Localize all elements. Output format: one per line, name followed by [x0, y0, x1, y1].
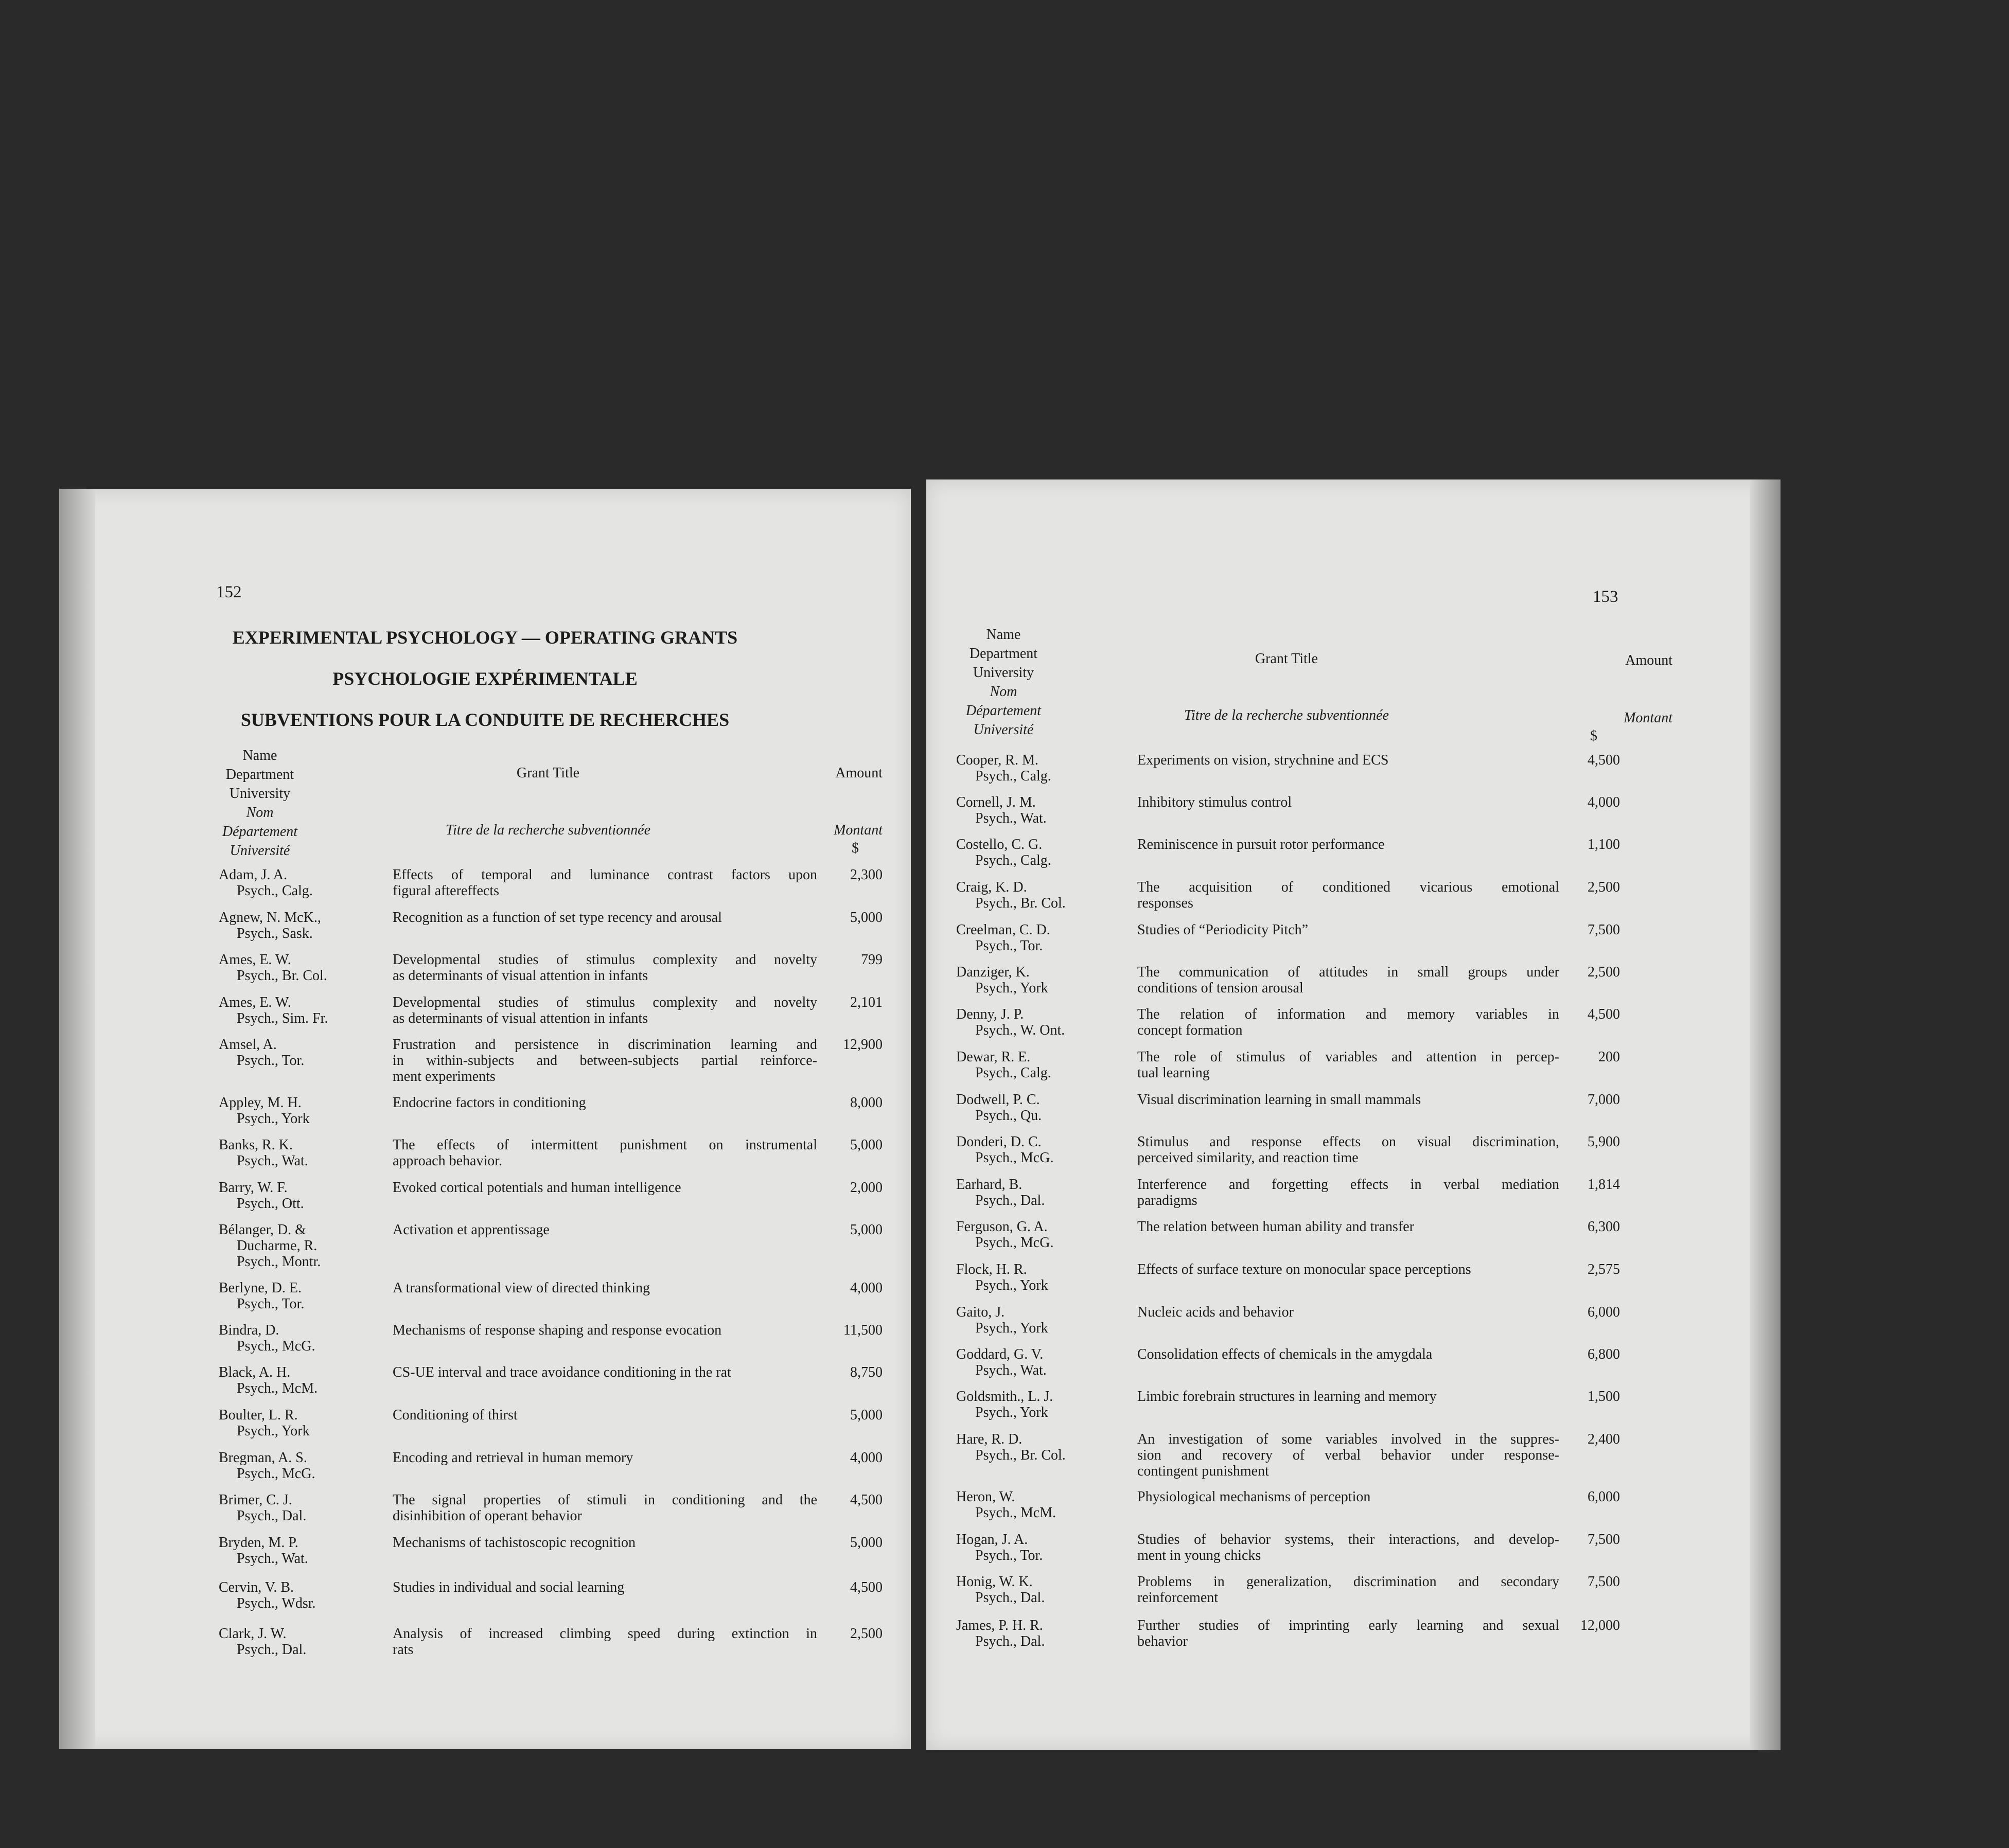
grant-title: [1137, 922, 1559, 938]
grant-title-line: Effects of surface texture on monocular space perceptions: [1137, 1261, 1471, 1277]
grantee-department: Psych., Sask.: [237, 926, 313, 941]
grant-title-line: Developmental studies of stimulus complexity and novelty: [393, 994, 817, 1010]
grant-title: [1137, 1134, 1559, 1166]
grantee-name: Heron, W.: [956, 1489, 1015, 1505]
grant-title: [393, 1626, 817, 1658]
grant-title-line: Nucleic acids and behavior: [1137, 1304, 1294, 1320]
grantee-name: Black, A. H.: [219, 1364, 291, 1380]
grantee-name: Barry, W. F.: [219, 1180, 288, 1196]
grantee-name: Craig, K. D.: [956, 879, 1027, 895]
grantee-department: Psych., Calg.: [975, 768, 1051, 784]
grant-amount: 2,400: [1588, 1431, 1620, 1447]
grantee-department: Psych., Wat.: [237, 1551, 308, 1567]
grant-title: [393, 1579, 817, 1595]
grant-title: [1137, 1006, 1559, 1038]
grantee-name: Dodwell, P. C.: [956, 1092, 1040, 1108]
title-column-header-fr: Titre de la recherche subventionnée: [1184, 707, 1389, 723]
grant-amount: 2,300: [850, 867, 883, 883]
grantee-department: Psych., Br. Col.: [975, 1447, 1066, 1463]
grantee-department: Psych., Ott.: [237, 1196, 304, 1212]
grant-title-line: Inhibitory stimulus control: [1137, 794, 1292, 810]
grantee-department: Psych., Tor.: [975, 1548, 1043, 1563]
grant-title-line: Studies of “Periodicity Pitch”: [1137, 922, 1309, 938]
grant-amount: 2,500: [1588, 879, 1620, 895]
grant-title: [393, 952, 817, 984]
grantee-department: Psych., Sim. Fr.: [237, 1010, 328, 1026]
grant-amount: 12,000: [1580, 1618, 1620, 1633]
grantee-department: Psych., McG.: [237, 1466, 315, 1482]
grant-title-line: Physiological mechanisms of perception: [1137, 1489, 1371, 1505]
grant-amount: 1,814: [1588, 1177, 1620, 1193]
grant-title: [393, 910, 817, 926]
grantee-name: Amsel, A.: [219, 1037, 277, 1053]
grantee-department: Psych., Dal.: [975, 1633, 1045, 1649]
grant-amount: 5,000: [850, 1137, 883, 1153]
grant-title-line: Analysis of increased climbing speed during extinction in: [393, 1626, 817, 1642]
grantee-name: Appley, M. H.: [219, 1095, 302, 1111]
grant-title-line: Developmental studies of stimulus complexity and novelty: [393, 952, 817, 968]
grant-title: [1137, 752, 1559, 768]
grantee-department: Psych., Calg.: [975, 1065, 1051, 1081]
grant-title: [1137, 1532, 1559, 1563]
grant-title: [393, 1364, 817, 1380]
grant-amount: 2,500: [1588, 964, 1620, 980]
grant-title-line: The effects of intermittent punishment on instrumental: [393, 1137, 817, 1153]
grantee-name: Cervin, V. B.: [219, 1579, 294, 1595]
grant-title-line: figural aftereffects: [393, 883, 500, 899]
grant-title: [1137, 1219, 1559, 1235]
grantee-name: Ferguson, G. A.: [956, 1219, 1048, 1235]
grant-title: [1137, 1574, 1559, 1606]
grantee-department: Psych., Calg.: [237, 883, 313, 899]
left-page: [59, 489, 911, 1749]
grantee-name: Bryden, M. P.: [219, 1535, 298, 1551]
title-column-header: Grant Title: [1255, 651, 1318, 667]
grant-title-line: behavior: [1137, 1633, 1188, 1649]
grant-title-line: Problems in generalization, discrimination and secondary: [1137, 1574, 1559, 1590]
grant-amount: 2,101: [850, 994, 883, 1010]
grantee-department: Psych., Wat.: [975, 810, 1047, 826]
grantee-department: Psych., Wat.: [975, 1362, 1047, 1378]
grant-title: [393, 1322, 817, 1338]
grantee-department: Psych., McG.: [975, 1235, 1054, 1251]
grant-title-line: in within-subjects and between-subjects partial reinforce-: [393, 1053, 817, 1069]
grant-amount: 8,750: [850, 1364, 883, 1380]
heading-en: EXPERIMENTAL PSYCHOLOGY — OPERATING GRANTS: [232, 627, 738, 648]
grantee-name: Bregman, A. S.: [219, 1450, 307, 1466]
grant-title: [1137, 1618, 1559, 1649]
grant-title-line: Further studies of imprinting early learning and sexual: [1137, 1618, 1559, 1633]
title-column-header-fr: Titre de la recherche subventionnée: [445, 822, 651, 838]
grant-amount: 200: [1598, 1049, 1620, 1065]
grant-title: [393, 1280, 817, 1296]
grantee-department: Psych., Tor.: [237, 1296, 305, 1312]
grantee-name: Adam, J. A.: [219, 867, 287, 883]
grant-amount: 1,100: [1588, 837, 1620, 852]
grantee-name: Cornell, J. M.: [956, 794, 1036, 810]
grant-title-line: paradigms: [1137, 1193, 1197, 1209]
grant-title-line: Stimulus and response effects on visual discrimination,: [1137, 1134, 1559, 1150]
grantee-name: Creelman, C. D.: [956, 922, 1050, 938]
grantee-name: Hare, R. D.: [956, 1431, 1023, 1447]
grant-amount: 7,500: [1588, 922, 1620, 938]
grant-title-line: perceived similarity, and reaction time: [1137, 1150, 1359, 1166]
grantee-department: Psych., Dal.: [975, 1590, 1045, 1606]
grant-title-line: approach behavior.: [393, 1153, 503, 1169]
grantee-name: Earhard, B.: [956, 1177, 1023, 1193]
heading-fr-1: PSYCHOLOGIE EXPÉRIMENTALE: [332, 668, 638, 689]
grant-amount: 4,500: [850, 1579, 883, 1595]
grant-title-line: rats: [393, 1642, 414, 1658]
grant-title: [393, 1450, 817, 1466]
grantee-name: Ames, E. W.: [219, 994, 291, 1010]
grant-amount: 5,000: [850, 1407, 883, 1423]
amount-column-header: Amount: [1625, 652, 1672, 668]
grantee-department: Psych., Montr.: [237, 1254, 321, 1270]
title-column-header: Grant Title: [516, 765, 580, 781]
grant-title-line: reinforcement: [1137, 1590, 1219, 1606]
grant-title-line: Studies in individual and social learning: [393, 1579, 625, 1595]
grant-title: [393, 1222, 817, 1238]
grant-title-line: tual learning: [1137, 1065, 1210, 1081]
grant-title-line: Studies of behavior systems, their interactions, and develop-: [1137, 1532, 1559, 1548]
grantee-name: Agnew, N. McK.,: [219, 910, 321, 926]
grantee-department: Psych., Wat.: [237, 1153, 308, 1169]
grant-title-line: The signal properties of stimuli in conditioning and the: [393, 1492, 817, 1508]
grant-title: [1137, 794, 1559, 810]
page-number: 153: [1593, 588, 1618, 606]
grantee-department: Psych., Dal.: [975, 1193, 1045, 1209]
grantee-department: Psych., York: [975, 1320, 1048, 1336]
grantee-department: Psych., Tor.: [975, 938, 1043, 954]
grantee-name: Goldsmith., L. J.: [956, 1389, 1053, 1405]
grant-title-line: Recognition as a function of set type recency and arousal: [393, 910, 722, 926]
heading-fr-2: SUBVENTIONS POUR LA CONDUITE DE RECHERCHES: [240, 709, 730, 730]
grant-title: [1137, 1389, 1559, 1405]
grantee-department: Psych., McG.: [975, 1150, 1054, 1166]
grant-title-line: The relation of information and memory variables in: [1137, 1006, 1559, 1022]
grant-amount: 5,000: [850, 910, 883, 926]
amount-column-header-fr: Montant: [1624, 710, 1672, 726]
grantee-department: Psych., Wdsr.: [237, 1595, 316, 1611]
grantee-name: Cooper, R. M.: [956, 752, 1038, 768]
grant-amount: 4,500: [1588, 752, 1620, 768]
grantee-department: Psych., Dal.: [237, 1508, 307, 1524]
grantee-name: Costello, C. G.: [956, 837, 1043, 852]
grant-amount: 6,000: [1588, 1489, 1620, 1505]
grant-title-line: Limbic forebrain structures in learning and memory: [1137, 1389, 1437, 1405]
grant-title: [1137, 879, 1559, 911]
grantee-department: Psych., Dal.: [237, 1642, 307, 1658]
grant-amount: 8,000: [850, 1095, 883, 1111]
grantee-department: Psych., Br. Col.: [237, 968, 327, 984]
currency-symbol: $: [852, 840, 859, 856]
grant-amount: 11,500: [843, 1322, 883, 1338]
grant-title-line: Experiments on vision, strychnine and ECS: [1137, 752, 1389, 768]
grantee-name: Ames, E. W.: [219, 952, 291, 968]
grant-amount: 12,900: [843, 1037, 883, 1053]
grantee-department: Psych., Tor.: [237, 1053, 305, 1069]
grantee-department: Psych., Qu.: [975, 1108, 1042, 1124]
grantee-department: Psych., York: [975, 980, 1048, 996]
grant-amount: 2,500: [850, 1626, 883, 1642]
grant-title-line: responses: [1137, 895, 1193, 911]
grant-title-line: ment experiments: [393, 1069, 496, 1085]
grant-amount: 6,300: [1588, 1219, 1620, 1235]
grant-title: [1137, 964, 1559, 996]
grant-amount: 6,000: [1588, 1304, 1620, 1320]
grantee-name: Dewar, R. E.: [956, 1049, 1031, 1065]
grant-title: [393, 994, 817, 1026]
grant-amount: 1,500: [1588, 1389, 1620, 1405]
grant-title-line: Visual discrimination learning in small mammals: [1137, 1092, 1421, 1108]
grant-amount: 4,500: [1588, 1006, 1620, 1022]
grant-title: [1137, 1431, 1559, 1479]
grant-title: [393, 1492, 817, 1524]
grant-title-line: Evoked cortical potentials and human intelligence: [393, 1180, 681, 1196]
grantee-department: Psych., York: [975, 1277, 1048, 1293]
grant-amount: 4,500: [850, 1492, 883, 1508]
grant-title: [393, 1137, 817, 1169]
grant-title: [393, 1407, 817, 1423]
grantee-department: Psych., McM.: [237, 1380, 318, 1396]
grant-title: [1137, 1304, 1559, 1320]
grantee-name: Hogan, J. A.: [956, 1532, 1028, 1548]
grant-title-line: The acquisition of conditioned vicarious emotional: [1137, 879, 1559, 895]
grantee-name: James, P. H. R.: [956, 1618, 1043, 1633]
grant-title-line: Mechanisms of response shaping and response evocation: [393, 1322, 722, 1338]
grantee-department: Psych., York: [237, 1111, 310, 1127]
grantee-department: Psych., York: [237, 1423, 310, 1439]
grant-amount: 5,000: [850, 1535, 883, 1551]
grant-amount: 799: [861, 952, 883, 968]
grantee-name: Danziger, K.: [956, 964, 1030, 980]
grantee-name: Goddard, G. V.: [956, 1346, 1044, 1362]
grantee-name: Bindra, D.: [219, 1322, 279, 1338]
grant-title: [393, 1037, 817, 1085]
grantee-department: Ducharme, R.: [237, 1238, 318, 1254]
grant-amount: 5,000: [850, 1222, 883, 1238]
grant-title-line: Encoding and retrieval in human memory: [393, 1450, 633, 1466]
grantee-department: Psych., York: [975, 1405, 1048, 1420]
grantee-name: Bélanger, D. &: [219, 1222, 306, 1238]
grant-title-line: Reminiscence in pursuit rotor performance: [1137, 837, 1385, 852]
grantee-name: Berlyne, D. E.: [219, 1280, 302, 1296]
grant-title: [393, 1535, 817, 1551]
grant-title: [1137, 1092, 1559, 1108]
grantee-name: Denny, J. P.: [956, 1006, 1024, 1022]
grant-title: [393, 867, 817, 899]
grant-title-line: Activation et apprentissage: [393, 1222, 550, 1238]
page-headings: [59, 627, 911, 750]
page-number: 152: [216, 583, 242, 601]
grantee-name: Clark, J. W.: [219, 1626, 287, 1642]
grant-amount: 7,500: [1588, 1532, 1620, 1548]
grant-title-line: Consolidation effects of chemicals in the amygdala: [1137, 1346, 1433, 1362]
grantee-department: Psych., McG.: [237, 1338, 315, 1354]
grantee-department: Psych., McM.: [975, 1505, 1056, 1521]
grant-title: [393, 1180, 817, 1196]
grant-title-line: as determinants of visual attention in infants: [393, 968, 648, 984]
grantee-department: Psych., W. Ont.: [975, 1022, 1065, 1038]
grant-title-line: Interference and forgetting effects in verbal mediation: [1137, 1177, 1559, 1193]
grant-title-line: Conditioning of thirst: [393, 1407, 518, 1423]
grant-title-line: disinhibition of operant behavior: [393, 1508, 582, 1524]
grant-title: [1137, 837, 1559, 852]
grantee-department: Psych., Calg.: [975, 852, 1051, 868]
name-column-header: Name Department University Nom Département Université: [222, 748, 298, 859]
grant-title-line: Mechanisms of tachistoscopic recognition: [393, 1535, 636, 1551]
amount-column-header-fr: Montant: [834, 822, 883, 838]
grant-amount: 4,000: [850, 1280, 883, 1296]
name-column-header: Name Department University Nom Département Université: [965, 627, 1042, 738]
right-page: [926, 479, 1781, 1750]
grant-title-line: The relation between human ability and transfer: [1137, 1219, 1415, 1235]
grant-amount: 2,000: [850, 1180, 883, 1196]
amount-column-header: Amount: [835, 765, 883, 781]
grantee-name: Gaito, J.: [956, 1304, 1005, 1320]
grant-title: [1137, 1261, 1559, 1277]
grant-title-line: sion and recovery of verbal behavior under response-: [1137, 1447, 1559, 1463]
grant-amount: 2,575: [1588, 1261, 1620, 1277]
grantee-name: Banks, R. K.: [219, 1137, 293, 1153]
grant-amount: 4,000: [850, 1450, 883, 1466]
grant-title: [1137, 1489, 1559, 1505]
grant-title-line: Frustration and persistence in discrimination learning and: [393, 1037, 817, 1053]
grant-title-line: CS-UE interval and trace avoidance conditioning in the rat: [393, 1364, 731, 1380]
grant-title-line: Endocrine factors in conditioning: [393, 1095, 586, 1111]
grant-amount: 7,500: [1588, 1574, 1620, 1590]
grant-title-line: concept formation: [1137, 1022, 1243, 1038]
grant-title-line: An investigation of some variables involved in the suppres-: [1137, 1431, 1559, 1447]
grant-title-line: contingent punishment: [1137, 1463, 1269, 1479]
grant-title-line: The communication of attitudes in small groups under: [1137, 964, 1559, 980]
grantee-department: Psych., Br. Col.: [975, 895, 1066, 911]
grant-title: [1137, 1049, 1559, 1081]
grant-amount: 7,000: [1588, 1092, 1620, 1108]
grant-title-line: ment in young chicks: [1137, 1548, 1261, 1563]
grantee-name: Brimer, C. J.: [219, 1492, 292, 1508]
grant-amount: 4,000: [1588, 794, 1620, 810]
grant-title-line: The role of stimulus of variables and attention in percep-: [1137, 1049, 1559, 1065]
grant-title: [1137, 1177, 1559, 1209]
currency-symbol: $: [1590, 728, 1597, 744]
grant-title-line: Effects of temporal and luminance contrast factors upon: [393, 867, 817, 883]
grantee-name: Honig, W. K.: [956, 1574, 1033, 1590]
grant-amount: 5,900: [1588, 1134, 1620, 1150]
grant-title-line: as determinants of visual attention in infants: [393, 1010, 648, 1026]
grantee-name: Donderi, D. C.: [956, 1134, 1042, 1150]
grant-title: [1137, 1346, 1559, 1362]
grantee-name: Flock, H. R.: [956, 1261, 1027, 1277]
grant-title-line: A transformational view of directed thinking: [393, 1280, 650, 1296]
grant-title: [393, 1095, 817, 1111]
grant-title-line: conditions of tension arousal: [1137, 980, 1303, 996]
grantee-name: Boulter, L. R.: [219, 1407, 298, 1423]
grant-amount: 6,800: [1588, 1346, 1620, 1362]
